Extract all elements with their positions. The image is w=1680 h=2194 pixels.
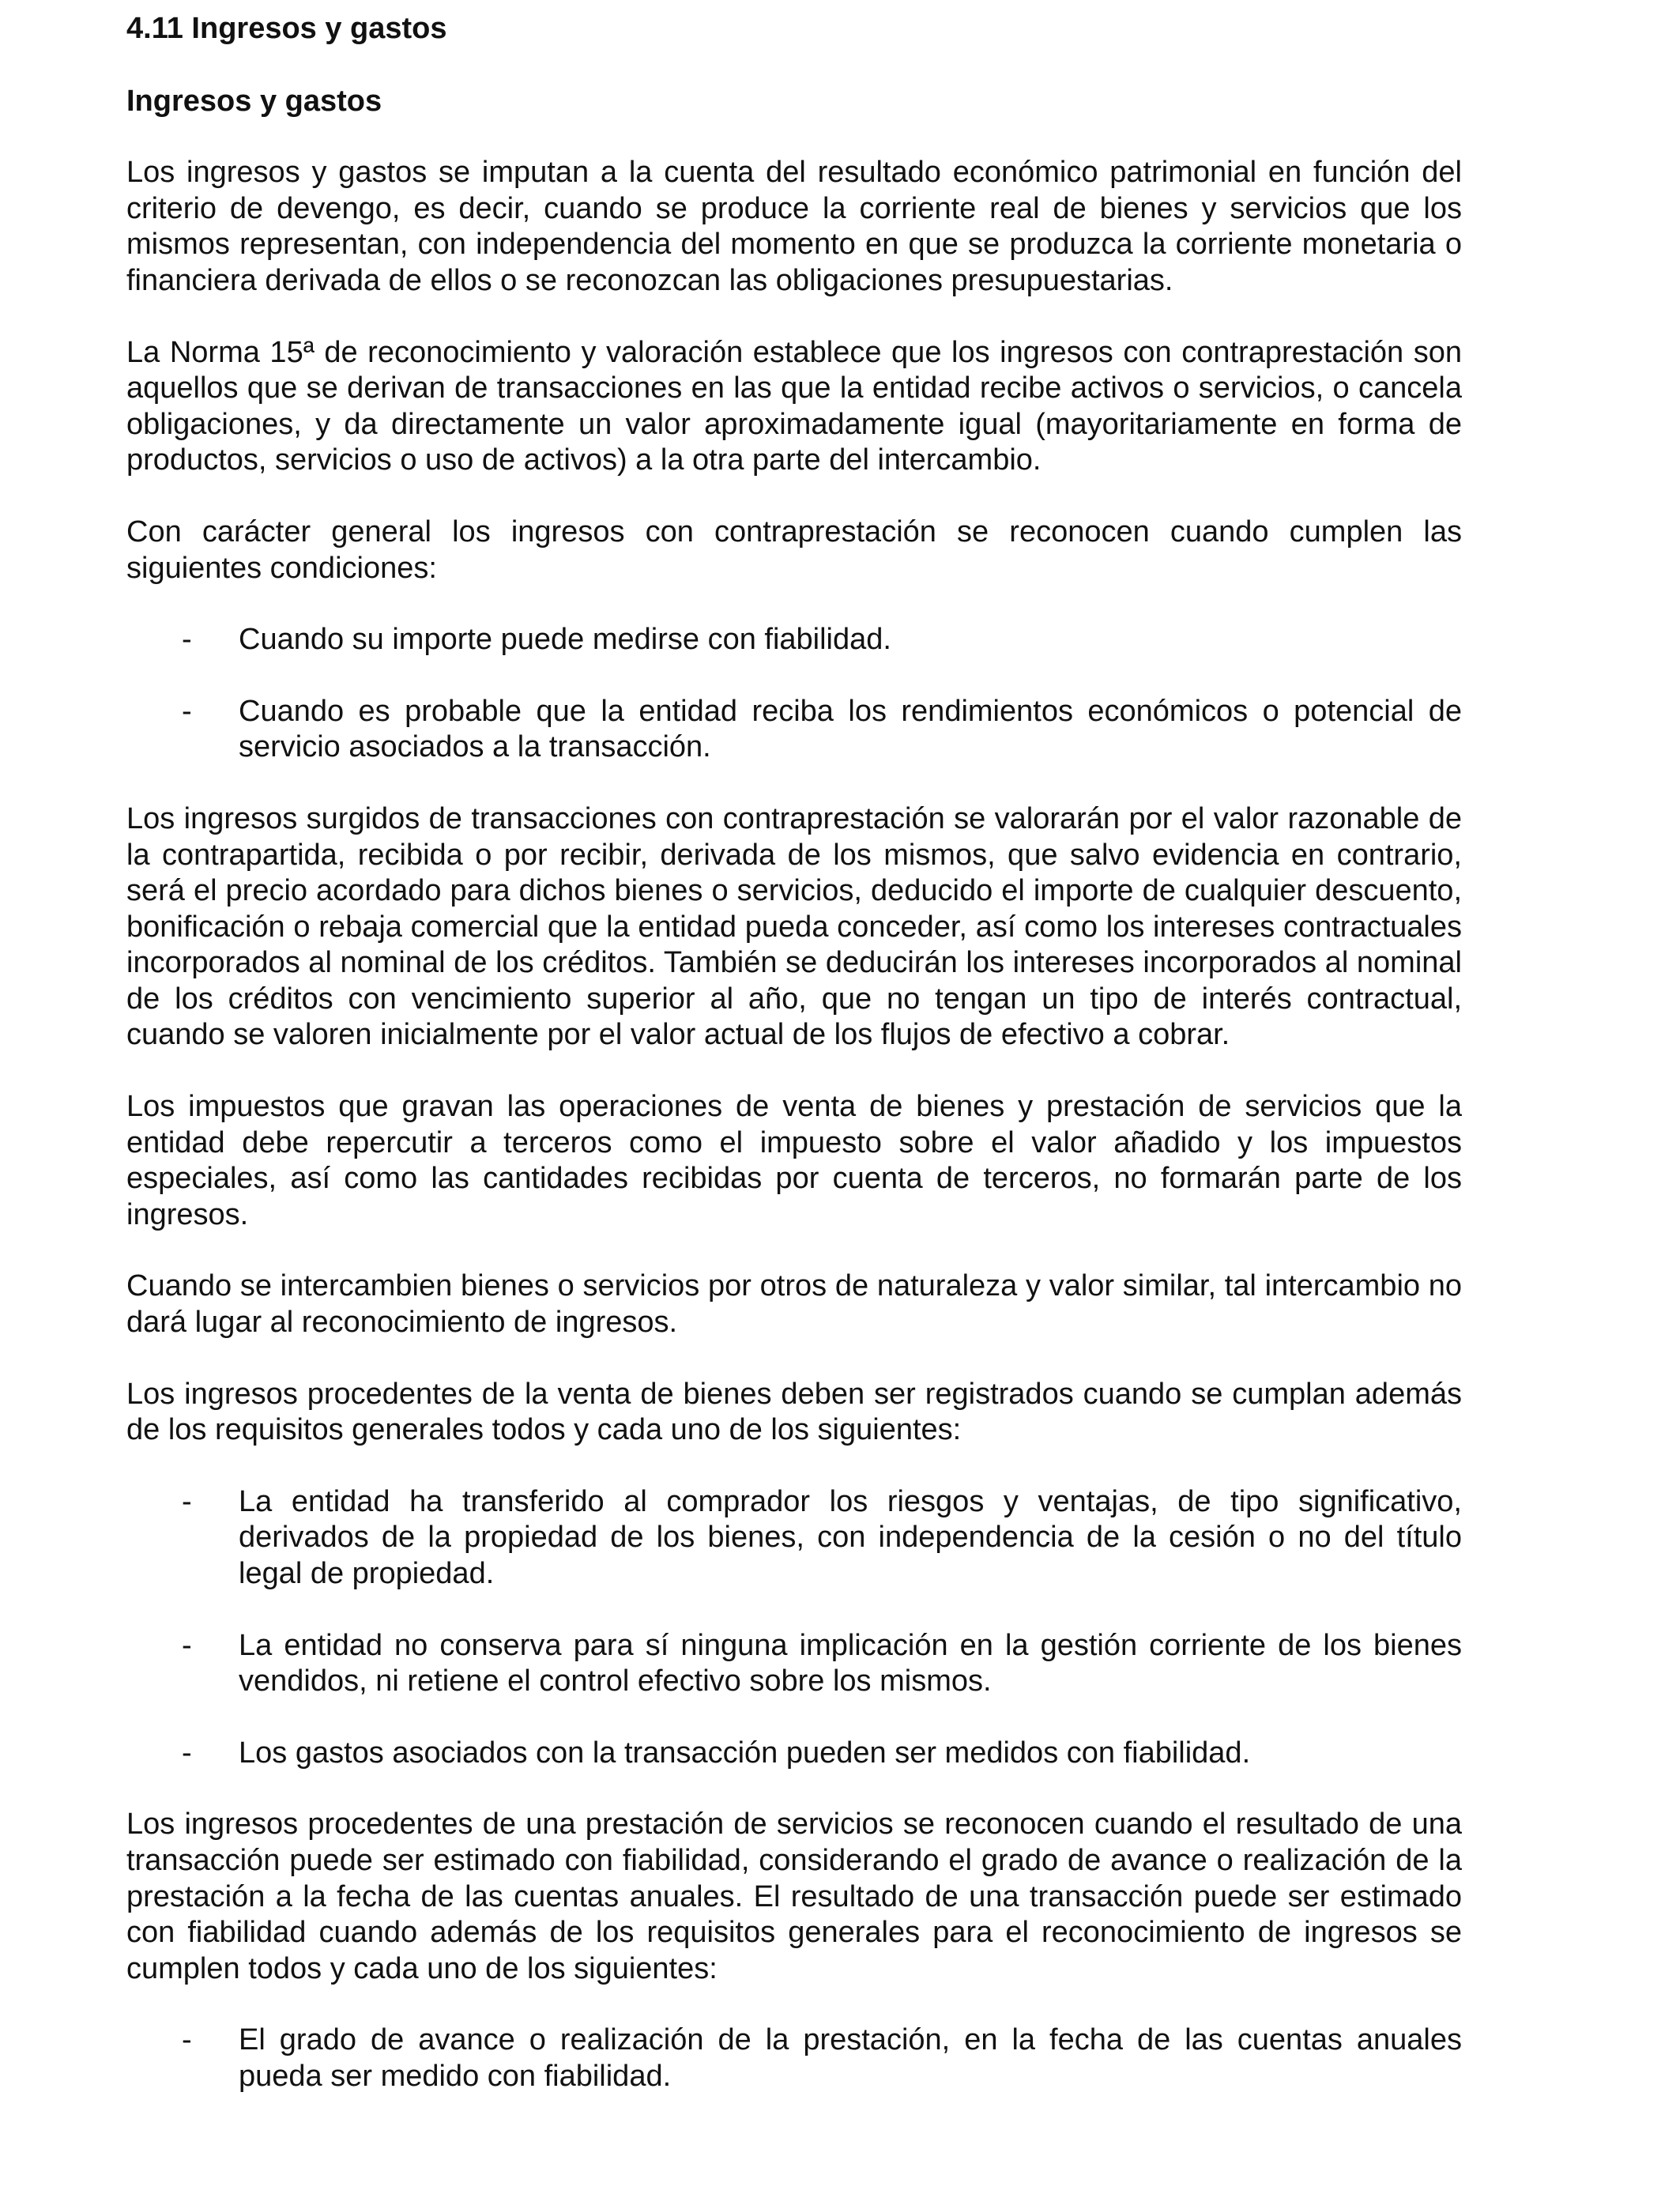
paragraph-intercambio: Cuando se intercambien bienes o servicios por otros de naturaleza y valor similar, tal intercambio no dará lugar al reconocimiento de ingresos. [126, 1269, 1462, 1340]
list-item-text: Cuando su importe puede medirse con fiabilidad. [239, 623, 891, 657]
dash-bullet: - [182, 1736, 192, 1770]
sale-requirements-list [126, 1484, 1462, 1772]
paragraph-devengo: Los ingresos y gastos se imputan a la cuenta del resultado económico patrimonial en función del criterio de devengo, es decir, cuando se produce la corriente real de bienes y servicios que los mismos representan, con independencia del momento en que se produzca la corriente monetaria o financiera derivada de ellos o se reconozcan las obligaciones presupuestarias. [126, 156, 1462, 297]
dash-bullet: - [182, 694, 192, 728]
paragraph-norma-15: La Norma 15ª de reconocimiento y valoración establece que los ingresos con contraprestación son aquellos que se derivan de transacciones en las que la entidad recibe activos o servicios, o cancela obligaciones, y da directamente un valor aproximadamente igual (mayoritariamente en forma de productos, servicios o uso de activos) a la otra parte del intercambio. [126, 335, 1462, 477]
paragraph-prestacion-servicios: Los ingresos procedentes de una prestación de servicios se reconocen cuando el resultado de una transacción puede ser estimado con fiabilidad, considerando el grado de avance o realización de la prestación a la fecha de las cuentas anuales. El resultado de una transacción puede ser estimado con fiabilidad cuando además de los requisitos generales para el reconocimiento de ingresos se cumplen todos y cada uno de los siguientes: [126, 1808, 1462, 1985]
list-item-text: Cuando es probable que la entidad reciba los rendimientos económicos o potencial de servicio asociados a la transacción. [239, 694, 1462, 764]
list-item-text: La entidad no conserva para sí ninguna implicación en la gestión corriente de los bienes vendidos, ni retiene el control efectivo sobre los mismos. [239, 1628, 1462, 1698]
list-item [126, 2022, 1462, 2094]
service-requirements-list [126, 2022, 1462, 2094]
section-subheading: Ingresos y gastos [126, 84, 382, 118]
list-item-text: El grado de avance o realización de la prestación, en la fecha de las cuentas anuales pueda ser medido con fiabilidad. [239, 2023, 1462, 2093]
list-item [126, 622, 1462, 658]
dash-bullet: - [182, 2023, 192, 2057]
conditions-list [126, 622, 1462, 766]
paragraph-impuestos: Los impuestos que gravan las operaciones de venta de bienes y prestación de servicios que la entidad debe repercutir a terceros como el impuesto sobre el valor añadido y los impuestos especiales, así como las cantidades recibidas por cuenta de terceros, no formarán parte de los ingresos. [126, 1090, 1462, 1231]
dash-bullet: - [182, 1628, 192, 1662]
list-item-text: Los gastos asociados con la transacción pueden ser medidos con fiabilidad. [239, 1736, 1251, 1770]
paragraph-valoracion: Los ingresos surgidos de transacciones con contraprestación se valorarán por el valor razonable de la contrapartida, recibida o por recibir, derivada de los mismos, que salvo evidencia en contrario, será el precio acordado para dichos bienes o servicios, deducido el importe de cualquier descuento, bonificación o rebaja comercial que la entidad pueda conceder, así como los intereses contractuales incorporados al nominal de los créditos. También se deducirán los intereses incorporados al nominal de los créditos con vencimiento superior al año, que no tengan un tipo de interés contractual, cuando se valoren inicialmente por el valor actual de los flujos de efectivo a cobrar. [126, 801, 1462, 1052]
document-page [126, 0, 1462, 2095]
paragraph-venta-bienes: Los ingresos procedentes de la venta de bienes deben ser registrados cuando se cumplan además de los requisitos generales todos y cada uno de los siguientes: [126, 1377, 1462, 1447]
section-heading: 4.11 Ingresos y gastos [126, 12, 447, 45]
list-item [126, 1484, 1462, 1593]
dash-bullet: - [182, 623, 192, 657]
list-item-text: La entidad ha transferido al comprador los riesgos y ventajas, de tipo significativo, derivados de la propiedad de los bienes, con independencia de la cesión o no del título legal de propiedad. [239, 1484, 1462, 1590]
paragraph-condiciones-generales: Con carácter general los ingresos con contraprestación se reconocen cuando cumplen las siguientes condiciones: [126, 515, 1462, 585]
dash-bullet: - [182, 1484, 192, 1518]
list-item [126, 1736, 1462, 1772]
list-item [126, 1628, 1462, 1700]
list-item [126, 694, 1462, 766]
